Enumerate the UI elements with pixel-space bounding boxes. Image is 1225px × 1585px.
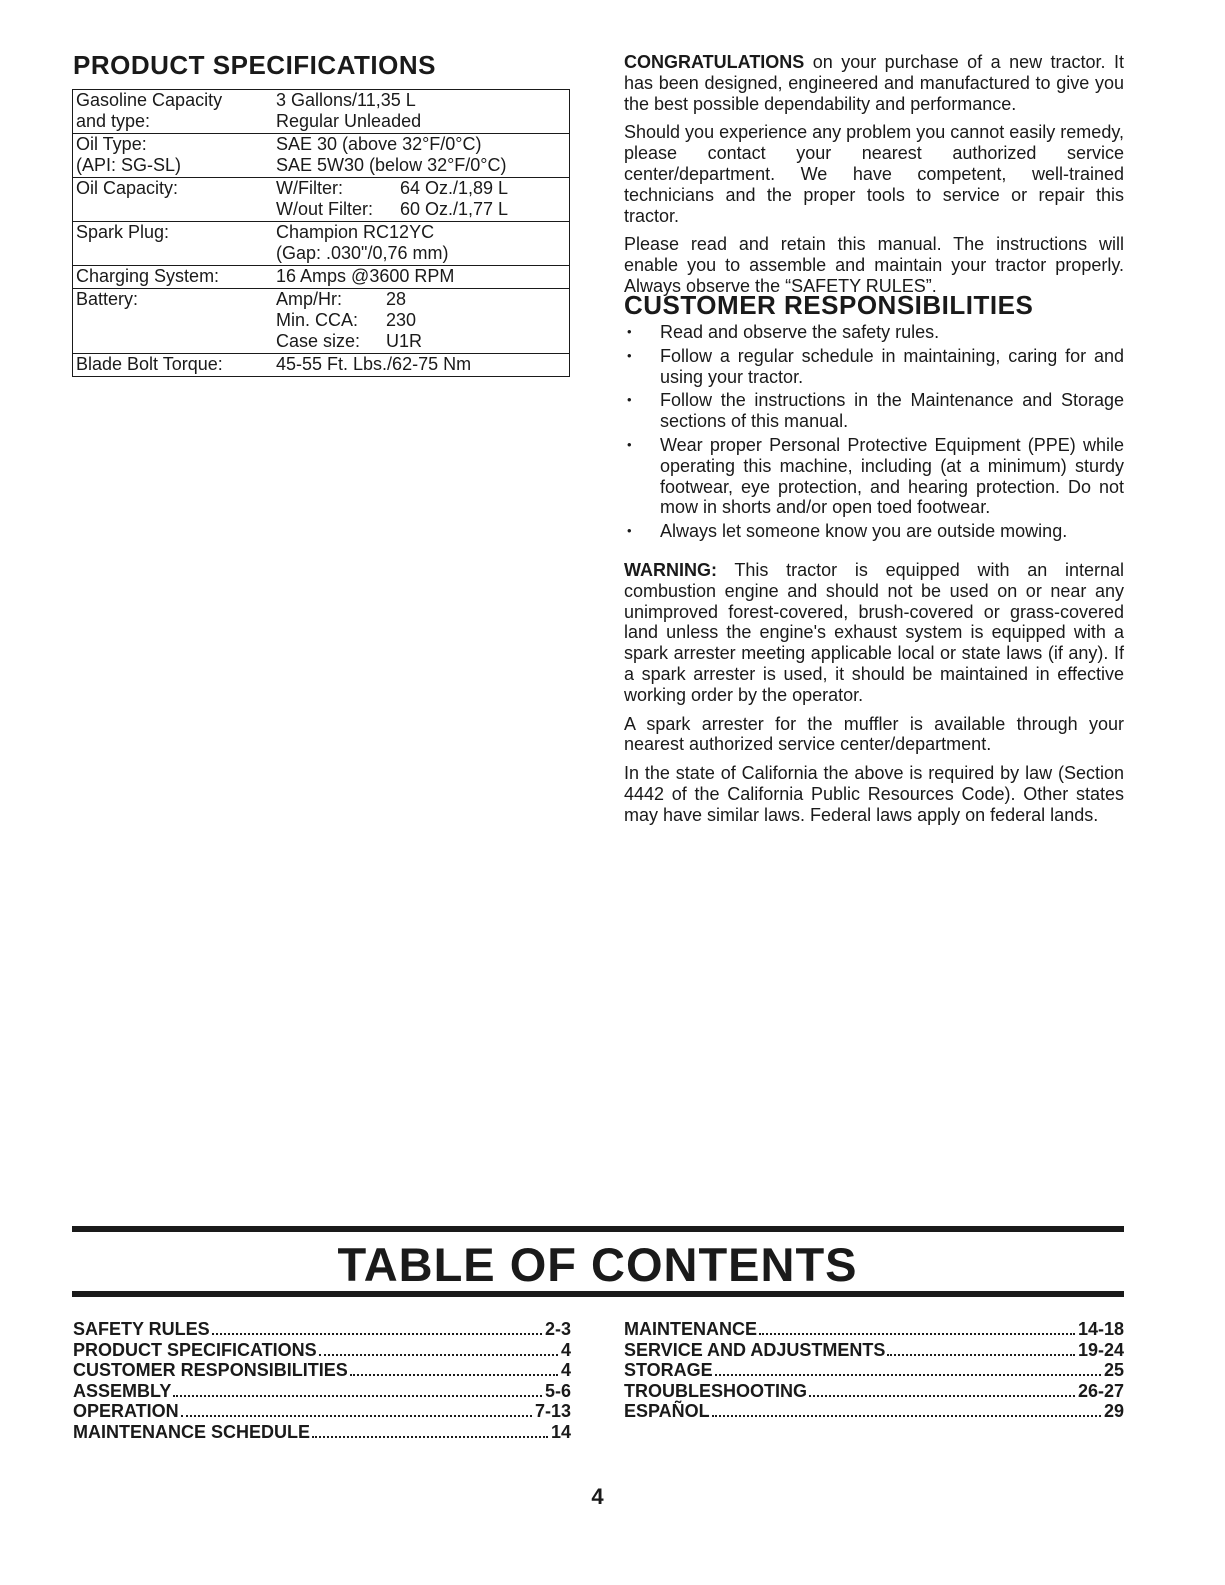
toc-entry-pages: 19-24 [1077,1339,1124,1360]
toc-entry-label: ESPAÑOL [624,1401,710,1421]
spec-row-blade-bolt-torque [73,354,570,377]
congratulations-lead: CONGRATULATIONS [624,52,805,72]
spec-value: SAE 30 (above 32°F/0°C) [276,134,482,154]
warning-lead: WARNING: [624,560,717,580]
toc-left-column [73,1319,571,1442]
toc-entry [73,1422,571,1443]
warning-section [624,560,1124,834]
spec-value: Regular Unleaded [276,111,422,131]
california-law-paragraph: In the state of California the above is required by law (Section 4442 of the California Public Resources Code). Other states may have similar laws. Federal laws apply on federal lands. [624,763,1124,825]
toc-entry-pages: 14-18 [1077,1319,1124,1339]
toc-entry-pages: 29 [1103,1401,1124,1421]
toc-entry-label: MAINTENANCE [624,1319,757,1339]
spec-value: 16 Amps @3600 RPM [276,266,455,286]
toc-entry [73,1360,571,1381]
spec-value: SAE 5W30 (below 32°F/0°C) [276,155,507,175]
toc-entry [624,1319,1124,1340]
toc-entry [73,1401,571,1422]
spec-row-spark-plug [73,222,570,266]
list-item: • Always let someone know you are outside mowing. [624,521,1124,542]
spark-arrester-paragraph: A spark arrester for the muffler is available through your nearest authorized service center/department. [624,713,1124,755]
spec-row-oil-capacity [73,178,570,222]
spec-value: 230 [386,310,417,330]
toc-entry-label: PRODUCT SPECIFICATIONS [73,1339,317,1360]
toc-entry-label: MAINTENANCE SCHEDULE [73,1421,311,1442]
toc-entry-pages: 2-3 [544,1319,571,1339]
product-specifications-heading: PRODUCT SPECIFICATIONS [73,50,436,80]
spec-value: U1R [386,331,423,351]
spec-row-battery [73,289,570,354]
toc-entry-pages: 14 [550,1421,571,1442]
toc-entry-label: SERVICE AND ADJUSTMENTS [624,1339,886,1360]
spec-label: and type: [76,111,151,131]
toc-right-column [624,1319,1124,1422]
service-paragraph: Should you experience any problem you cannot easily remedy, please contact your nearest authorized service center/department. We have competent, well-trained technicians and the proper tools to service or repair this tractor. [624,122,1124,226]
page-number: 4 [591,1484,604,1509]
toc-entry-label: TROUBLESHOOTING [624,1380,807,1401]
warning-paragraph: WARNING: This tractor is equipped with an internal combustion engine and should not be used on or near any unimproved forest-covered, brush-covered or grass-covered land unless the engine's exhaust system is equipped with a spark arrester meeting applicable local or state laws (if any). If a spark arrester is used, it should be maintained in effective working order by the operator. [624,560,1124,705]
toc-entry-pages: 25 [1103,1360,1124,1380]
list-item: • Follow a regular schedule in maintaining, caring for and using your tractor. [624,346,1124,388]
toc-entry-label: ASSEMBLY [73,1380,172,1401]
spec-value: 60 Oz./1,77 L [400,199,509,219]
spec-label: Gasoline Capacity [76,90,223,110]
toc-entry-label: STORAGE [624,1360,713,1380]
toc-entry-pages: 4 [560,1339,571,1360]
spec-key: Min. CCA: [276,310,359,330]
spec-value: (Gap: .030"/0,76 mm) [276,243,449,263]
spec-label: (API: SG-SL) [76,155,182,175]
spec-label: Blade Bolt Torque: [76,354,223,374]
spec-value: 28 [386,289,407,309]
toc-entry-label: SAFETY RULES [73,1319,210,1339]
list-item: • Follow the instructions in the Maintenance and Storage sections of this manual. [624,390,1124,432]
toc-entry-label: CUSTOMER RESPONSIBILITIES [73,1360,348,1380]
congratulations-paragraph: CONGRATULATIONS on your purchase of a new tractor. It has been designed, engineered and manufactured to give you the best possible dependability and performance. [624,52,1124,114]
toc-entry-pages: 26-27 [1077,1380,1124,1401]
responsibilities-list [624,322,1124,545]
customer-responsibilities-heading: CUSTOMER RESPONSIBILITIES [624,290,1034,320]
spec-key: W/Filter: [276,178,343,198]
table-of-contents-heading: TABLE OF CONTENTS [337,1238,858,1291]
toc-entry-label: OPERATION [73,1401,179,1421]
toc-entry [624,1360,1124,1381]
spec-key: Case size: [276,331,361,351]
spec-value: 64 Oz./1,89 L [400,178,509,198]
spec-value: 45-55 Ft. Lbs./62-75 Nm [276,354,472,374]
toc-entry [73,1381,571,1402]
list-item: • Read and observe the safety rules. [624,322,1124,343]
toc-bottom-rule [72,1291,1124,1297]
spec-label: Battery: [76,289,139,309]
toc-entry-pages: 5-6 [544,1380,571,1401]
spec-label: Charging System: [76,266,220,286]
toc-entry-pages: 4 [560,1360,571,1380]
specifications-table [72,89,570,377]
spec-row-charging-system [73,266,570,289]
manual-paragraph: Please read and retain this manual. The instructions will enable you to assemble and maintain your tractor properly. Always observe the “SAFETY RULES”. [624,234,1124,296]
list-item: • Wear proper Personal Protective Equipment (PPE) while operating this machine, including (at a minimum) sturdy footwear, eye protection, and hearing protection. Do not mow in shorts and/or open toed footwear. [624,435,1124,518]
toc-entry [73,1340,571,1361]
spec-key: Amp/Hr: [276,289,343,309]
toc-entry [624,1381,1124,1402]
spec-value: Champion RC12YC [276,222,435,242]
toc-entry [624,1340,1124,1361]
spec-row-oil-type [73,134,570,178]
spec-label: Oil Capacity: [76,178,179,198]
intro-section [624,52,1124,305]
spec-value: 3 Gallons/11,35 L [276,90,416,110]
spec-label: Oil Type: [76,134,147,154]
spec-key: W/out Filter: [276,199,374,219]
spec-row-gasoline [73,90,570,134]
spec-label: Spark Plug: [76,222,170,242]
toc-entry-pages: 7-13 [534,1401,571,1421]
toc-entry [624,1401,1124,1422]
toc-entry [73,1319,571,1340]
toc-top-rule [72,1226,1124,1232]
